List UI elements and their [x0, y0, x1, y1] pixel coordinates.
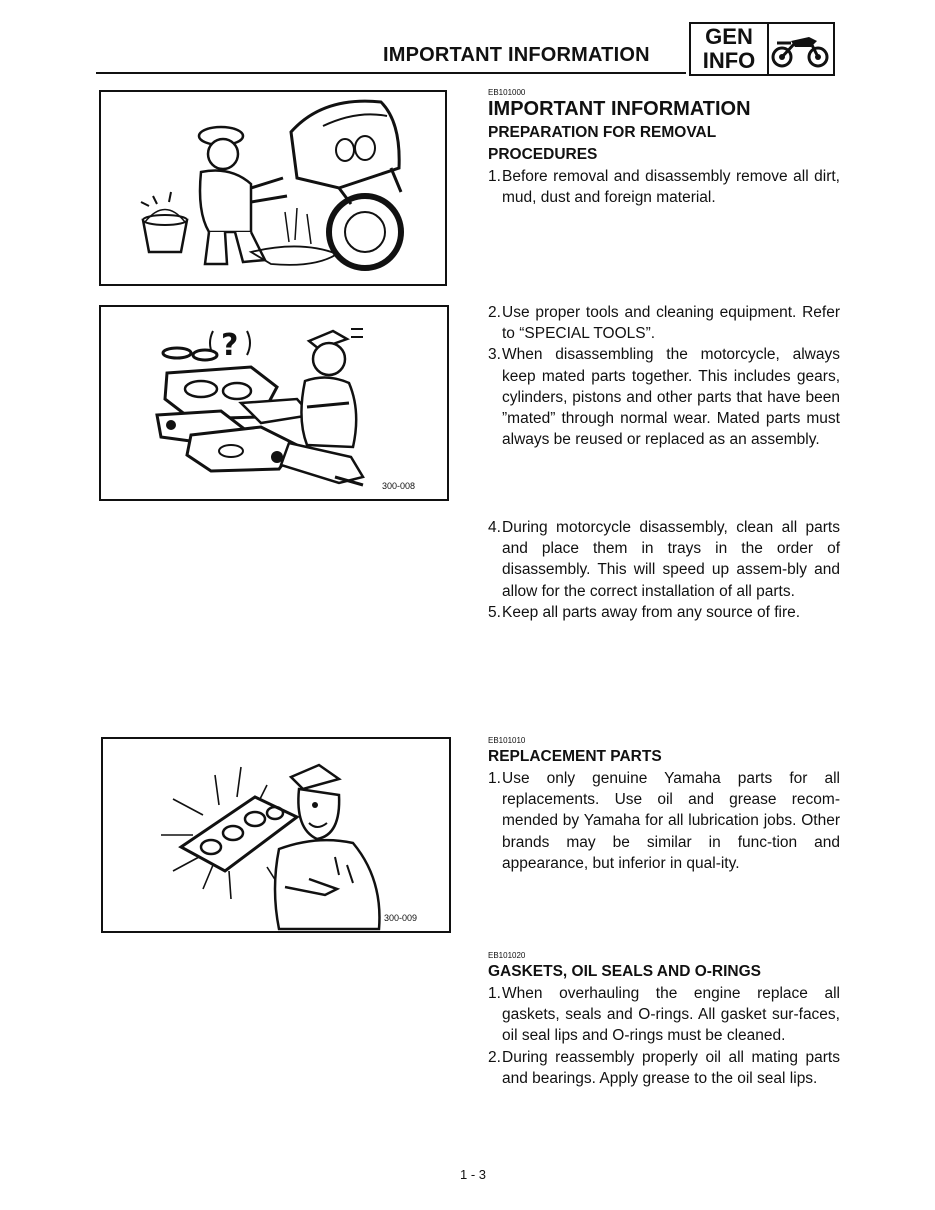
item-text: When disassembling the motorcycle, always keep mated parts together. This includes gears, cylinders, pistons and other parts that have been ”mated” through normal wear. Mated parts must always be reused or replaced as an assembly.	[502, 346, 840, 449]
badge-text	[691, 24, 769, 75]
list-item	[488, 344, 840, 450]
section-important-information-cont	[488, 302, 840, 450]
item-number: 4.	[488, 519, 501, 536]
list-item	[488, 983, 840, 1047]
figure-code: 300-008	[381, 481, 415, 491]
section-title: REPLACEMENT PARTS	[488, 748, 662, 765]
badge-text-bottom: INFO	[702, 48, 756, 73]
figure-gasket-mechanic	[101, 737, 451, 933]
section-subtitle-line2: PROCEDURES	[488, 146, 598, 163]
item-text: Keep all parts away from any source of fire.	[502, 603, 801, 621]
figure-code: 300-009	[383, 913, 417, 923]
section-replacement-parts	[488, 736, 840, 874]
item-text: Use only genuine Yamaha parts for all replacements. Use oil and grease recom-mended by Yamaha for all lubrication jobs. Other brands may be similar in func-tion and appearance, but inferior in qual-ity.	[502, 770, 840, 872]
section-code: EB101000	[488, 88, 526, 97]
list-item	[488, 166, 840, 208]
item-text: During motorcycle disassembly, clean all parts and place them in trays in the order of disassembly. This will speed up assem-bly and allow for the correct installation of all parts.	[502, 519, 840, 600]
section-code: EB101020	[488, 951, 526, 960]
section-subtitle-line1: PREPARATION FOR REMOVAL	[488, 124, 717, 141]
badge-text-top: GEN	[705, 24, 753, 49]
figure-washing-motorcycle	[99, 90, 447, 286]
item-text: Use proper tools and cleaning equipment. Refer to “SPECIAL TOOLS”.	[502, 304, 840, 343]
item-number: 5.	[488, 603, 501, 621]
section-code: EB101010	[488, 736, 526, 745]
section-title: GASKETS, OIL SEALS AND O-RINGS	[488, 963, 761, 980]
header-rule	[96, 72, 686, 74]
section-important-information-cont2	[488, 517, 840, 623]
item-number: 1.	[488, 770, 501, 787]
item-text: During reassembly properly oil all mating parts and bearings. Apply grease to the oil seal lips.	[502, 1048, 840, 1087]
section-badge	[689, 22, 835, 76]
page-header-title: IMPORTANT INFORMATION	[383, 44, 650, 66]
item-number: 2.	[488, 304, 501, 321]
section-important-information	[488, 88, 840, 208]
list-item	[488, 768, 840, 874]
item-text: When overhauling the engine replace all gaskets, seals and O-rings. All gasket sur-faces, oil seal lips and O-rings must be cleaned.	[502, 985, 840, 1045]
item-number: 3.	[488, 346, 501, 364]
list-item	[488, 302, 840, 344]
item-number: 1.	[488, 985, 501, 1002]
confused-mechanic-parts-illustration	[101, 307, 447, 499]
list-item	[488, 602, 840, 623]
motorcycle-icon	[769, 27, 831, 71]
list-item	[488, 517, 840, 602]
item-number: 1.	[488, 168, 501, 185]
item-text: Before removal and disassembly remove all dirt, mud, dust and foreign material.	[502, 168, 840, 207]
gasket-mechanic-illustration	[103, 739, 449, 931]
item-number: 2.	[488, 1048, 501, 1066]
list-item	[488, 1047, 840, 1089]
svg-text:?: ?	[221, 328, 239, 363]
figure-confused-mechanic	[99, 305, 449, 501]
page-number: 1 - 3	[460, 1167, 487, 1182]
section-title: IMPORTANT INFORMATION	[488, 98, 751, 120]
section-gaskets-oil-seals	[488, 951, 840, 1089]
washing-motorcycle-illustration	[101, 92, 445, 284]
